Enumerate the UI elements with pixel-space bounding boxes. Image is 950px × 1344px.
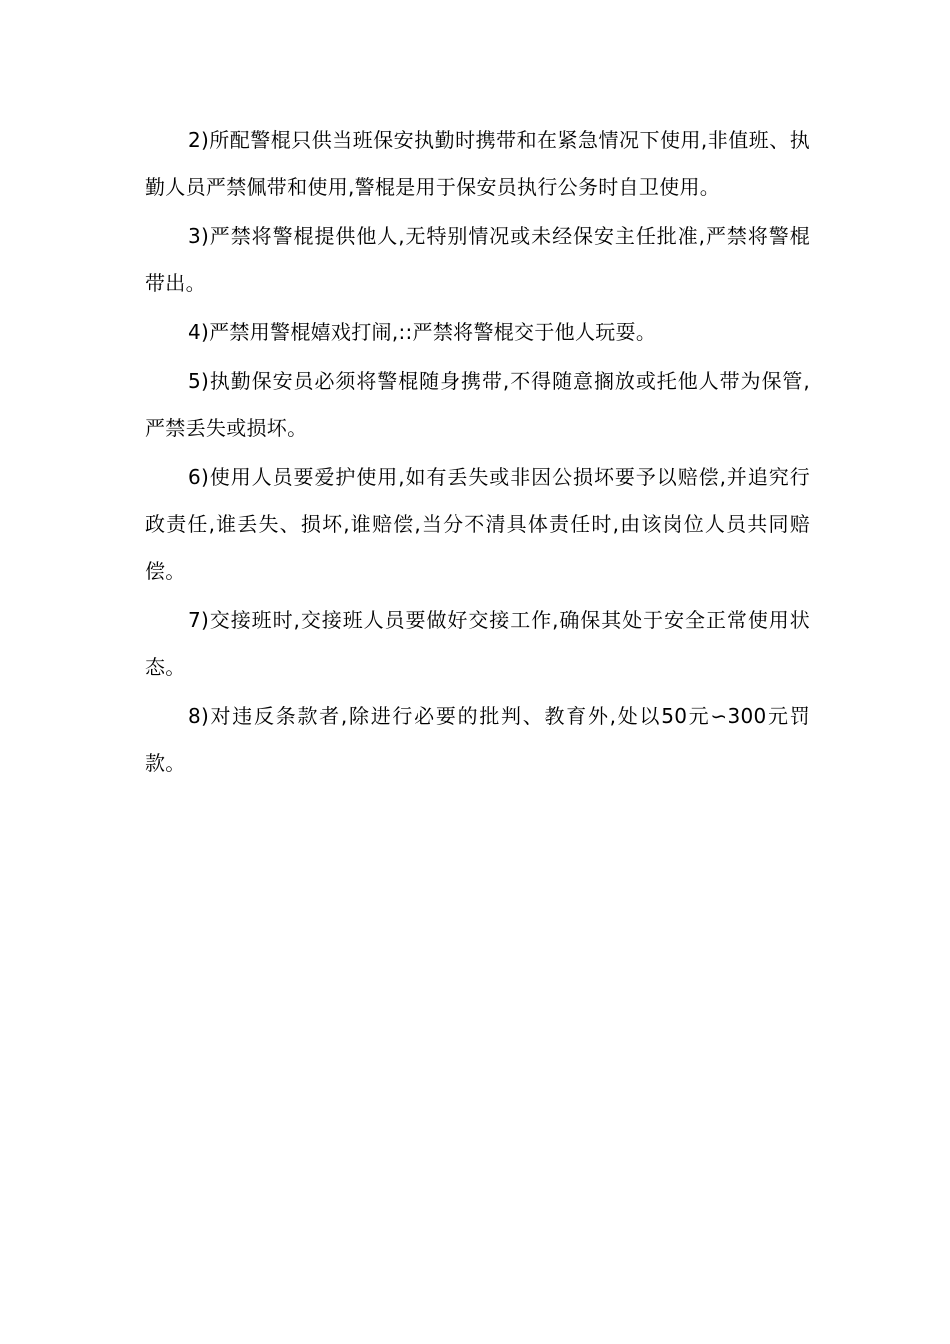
rule-paragraph-5: 5)执勤保安员必须将警棍随身携带,不得随意搁放或托他人带为保管,严禁丢失或损坏。 [145,369,810,440]
rule-paragraph-6: 6)使用人员要爱护使用,如有丢失或非因公损坏要予以赔偿,并追究行政责任,谁丢失、损坏,谁赔偿,当分不清具体责任时,由该岗位人员共同赔偿。 [145,465,810,583]
rule-paragraph-7: 7)交接班时,交接班人员要做好交接工作,确保其处于安全正常使用状态。 [145,608,810,679]
rule-paragraph-4: 4)严禁用警棍嬉戏打闹,::严禁将警棍交于他人玩耍。 [188,320,657,344]
rule-paragraph-8: 8)对违反条款者,除进行必要的批判、教育外,处以50元∽300元罚款。 [145,704,810,775]
document-body [145,117,810,789]
rule-paragraph-2: 2)所配警棍只供当班保安执勤时携带和在紧急情况下使用,非值班、执勤人员严禁佩带和使用,警棍是用于保安员执行公务时自卫使用。 [145,128,810,199]
rule-paragraph-3: 3)严禁将警棍提供他人,无特别情况或未经保安主任批准,严禁将警棍带出。 [145,224,810,295]
